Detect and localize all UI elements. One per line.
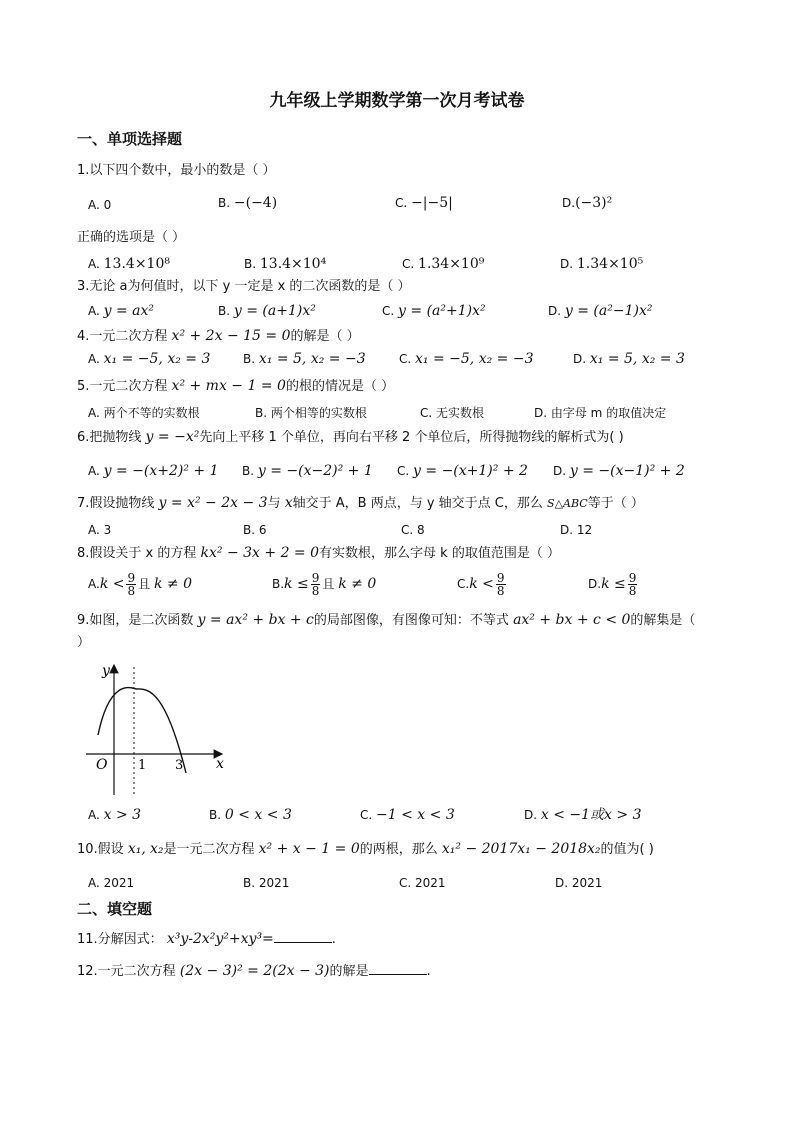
question-8-option-a: A.k < $\frac{9}{8}$ 且 k ≠ 0: [88, 571, 192, 598]
question-7-option-a: A. 3: [88, 523, 112, 537]
question-7-option-b: B. 6: [243, 523, 267, 537]
question-2-option-d: D. 1.34×10⁵: [560, 256, 644, 272]
origin-label: O: [96, 757, 108, 773]
question-10-option-d: D. 2021: [555, 876, 603, 890]
question-8-stem: 8.假设关于 x 的方程 kx² − 3x + 2 = 0有实数根，那么字母 k 的取值范围是（ ）: [77, 545, 560, 561]
question-7-stem: 7.假设抛物线 y = x² − 2x − 3与 x轴交于 A，B 两点，与 y 轴交于点 C，那么 S△ABC等于（ ）: [77, 495, 644, 511]
question-4-option-a: A. x₁ = −5, x₂ = 3: [88, 351, 211, 367]
answer-blank[interactable]: [369, 962, 427, 975]
question-1-option-b: B. −(−4): [218, 195, 278, 211]
page-title: 九年级上学期数学第一次月考试卷: [269, 91, 525, 111]
question-9-option-b: B. 0 < x < 3: [209, 807, 292, 823]
question-9-option-c: C. −1 < x < 3: [360, 807, 455, 823]
question-1-option-a: A. 0: [88, 198, 112, 212]
question-2-option-a: A. 13.4×10⁸: [88, 256, 170, 272]
question-9-stem: 9.如图，是二次函数 y = ax² + bx + c的局部图像，有图像可知：不等式 ax² + bx + c < 0的解集是（: [77, 612, 696, 628]
question-5-stem: 5.一元二次方程 x² + mx − 1 = 0的根的情况是（ ）: [77, 378, 395, 394]
x-axis-label: x: [216, 756, 224, 772]
section-heading-single-choice: 一、单项选择题: [77, 130, 183, 148]
question-2-option-b: B. 13.4×10⁴: [244, 256, 327, 272]
question-9-option-d: D. x < −1或x > 3: [524, 807, 642, 823]
tick-label-1: 1: [138, 758, 147, 773]
question-6-option-c: C. y = −(x+1)² + 2: [397, 463, 528, 479]
question-4-option-c: C. x₁ = −5, x₂ = −3: [399, 351, 534, 367]
question-12-stem: 12.一元二次方程 (2x − 3)² = 2(2x − 3)的解是 .: [77, 963, 431, 979]
question-3-stem: 3.无论 a为何值时，以下 y 一定是 x 的二次函数的是（ ）: [77, 279, 411, 294]
question-10-stem: 10.假设 x₁, x₂是一元二次方程 x² + x − 1 = 0的两根，那么 x₁² − 2017x₁ − 2018x₂的值为( ): [77, 841, 654, 857]
question-1-option-d: D.(−3)²: [562, 195, 613, 211]
question-4-stem: 4.一元二次方程 x² + 2x − 15 = 0的解是（ ）: [77, 328, 360, 344]
tick-label-3: 3: [175, 758, 184, 773]
question-6-option-a: A. y = −(x+2)² + 1: [88, 463, 219, 479]
question-2-option-c: C. 1.34×10⁹: [402, 256, 485, 272]
parabola-graph: [80, 655, 230, 800]
question-10-option-a: A. 2021: [88, 876, 135, 890]
y-axis-label: y: [102, 663, 110, 679]
question-1-option-c: C. −|−5|: [395, 195, 453, 211]
question-3-option-a: A. y = ax²: [88, 303, 155, 319]
question-3-option-d: D. y = (a²−1)x²: [548, 303, 653, 319]
question-4-option-b: B. x₁ = 5, x₂ = −3: [243, 351, 366, 367]
answer-blank[interactable]: [274, 930, 332, 943]
question-8-option-b: B.k ≤ $\frac{9}{8}$ 且 k ≠ 0: [272, 571, 377, 598]
question-3-option-b: B. y = (a+1)x²: [218, 303, 316, 319]
question-8-option-d: D.k ≤ $\frac{9}{8}$: [588, 571, 637, 598]
question-2-stem: 正确的选项是（ ）: [77, 230, 186, 245]
question-10-option-b: B. 2021: [243, 876, 290, 890]
question-4-option-d: D. x₁ = 5, x₂ = 3: [573, 351, 685, 367]
question-9-option-a: A. x > 3: [88, 807, 142, 823]
question-7-option-d: D. 12: [560, 523, 593, 537]
section-heading-fill-in: 二、填空题: [77, 900, 153, 918]
question-8-option-c: C.k < $\frac{9}{8}$: [457, 571, 505, 598]
question-1-stem: 1.以下四个数中，最小的数是（ ）: [77, 163, 276, 178]
question-6-option-b: B. y = −(x−2)² + 1: [242, 463, 373, 479]
question-5-option-c: C. 无实数根: [420, 406, 485, 420]
question-5-option-b: B. 两个相等的实数根: [255, 406, 367, 420]
question-6-stem: 6.把抛物线 y = −x²先向上平移 1 个单位，再向右平移 2 个单位后，所得抛物线的解析式为( ): [77, 429, 624, 445]
question-3-option-c: C. y = (a²+1)x²: [382, 303, 486, 319]
question-9-stem-close: ）: [77, 635, 91, 650]
question-5-option-d: D. 由字母 m 的取值决定: [534, 406, 667, 420]
question-10-option-c: C. 2021: [399, 876, 446, 890]
question-5-option-a: A. 两个不等的实数根: [88, 406, 200, 420]
question-11-stem: 11.分解因式： x³y-2x²y²+xy³= .: [77, 931, 336, 947]
question-7-option-c: C. 8: [401, 523, 425, 537]
question-6-option-d: D. y = −(x−1)² + 2: [553, 463, 685, 479]
